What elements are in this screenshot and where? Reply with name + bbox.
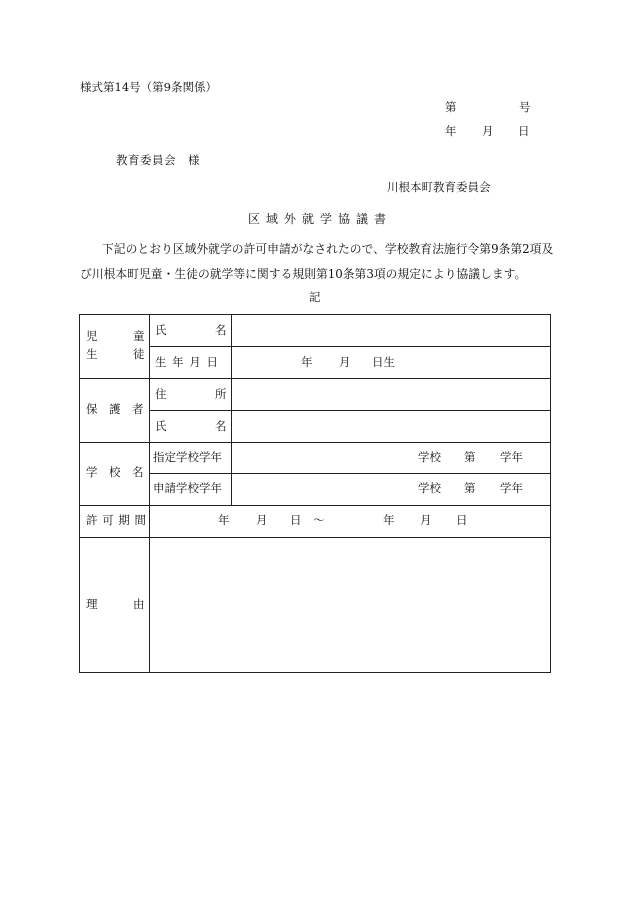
period-day-1: 日	[290, 513, 302, 527]
student-label-bottom-right: 徒	[133, 347, 145, 361]
date-day-label: 日	[518, 124, 530, 138]
addressee: 教育委員会 様	[116, 153, 200, 167]
student-label-bottom-left: 生	[86, 347, 98, 361]
student-name-label-left: 氏	[155, 323, 167, 337]
dob-year-label: 年	[301, 355, 313, 369]
table-label-divider	[149, 315, 150, 537]
period-day-2: 日	[456, 513, 468, 527]
guardian-name-label-left: 氏	[155, 419, 167, 433]
dob-month-label: 月	[339, 355, 351, 369]
body-paragraph	[80, 237, 552, 287]
reason-label-left: 理	[86, 597, 98, 611]
designated-dai-word: 第	[464, 450, 476, 464]
designated-school-word: 学校	[418, 450, 441, 464]
sender: 川根本町教育委員会	[387, 180, 491, 194]
period-tilde: ～	[313, 513, 325, 527]
guardian-label: 保 護 者	[86, 402, 144, 416]
body-line-1: 下記のとおり区域外就学の許可申請がなされたので、学校教育法施行令第9条第2項及	[102, 242, 554, 256]
row-divider	[149, 473, 551, 474]
row-divider	[80, 442, 550, 443]
date-month-label: 月	[482, 124, 494, 138]
requested-school-word: 学校	[418, 481, 441, 495]
document-number-label: 第	[445, 100, 457, 114]
application-table	[79, 314, 551, 673]
document-number-suffix: 号	[519, 100, 531, 114]
period-year-2: 年	[383, 513, 395, 527]
designated-grade-word: 学年	[500, 450, 523, 464]
school-name-label: 学 校 名	[86, 465, 144, 479]
guardian-address-field[interactable]	[232, 379, 550, 410]
period-month-1: 月	[256, 513, 268, 527]
requested-school-label: 申請学校学年	[153, 481, 222, 495]
row-divider	[149, 346, 551, 347]
document-title: 区域外就学協議書	[248, 212, 393, 226]
row-divider	[80, 505, 550, 506]
dob-suffix-label: 日生	[372, 355, 395, 369]
guardian-address-label-left: 住	[155, 387, 167, 401]
reason-field[interactable]	[150, 538, 550, 672]
designated-school-label: 指定学校学年	[153, 450, 222, 464]
reason-label-right: 由	[133, 597, 145, 611]
student-name-field[interactable]	[232, 315, 550, 346]
guardian-name-label-right: 名	[215, 419, 227, 433]
guardian-name-field[interactable]	[232, 411, 550, 442]
student-name-label-right: 名	[215, 323, 227, 337]
form-number: 様式第14号（第9条関係）	[80, 80, 217, 94]
student-label-top-right: 童	[133, 329, 145, 343]
ki-heading: 記	[309, 290, 321, 304]
period-year-1: 年	[218, 513, 230, 527]
student-label-top-left: 児	[86, 329, 98, 343]
period-month-2: 月	[420, 513, 432, 527]
date-year-label: 年	[445, 124, 457, 138]
requested-grade-word: 学年	[500, 481, 523, 495]
guardian-address-label-right: 所	[215, 387, 227, 401]
requested-dai-word: 第	[464, 481, 476, 495]
permission-period-label: 許 可 期 間	[86, 513, 147, 527]
body-line-2: び川根本町児童・生徒の就学等に関する規則第10条第3項の規定により協議します。	[80, 267, 527, 281]
student-dob-label: 生 年 月 日	[155, 355, 219, 369]
